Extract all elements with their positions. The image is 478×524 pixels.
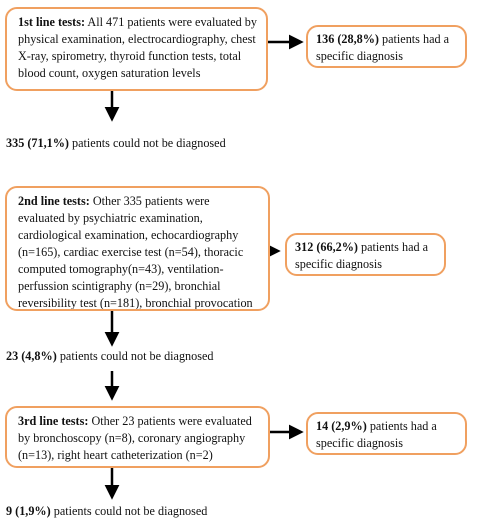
first-line-undiagnosed-value: 335 (71,1%)	[6, 136, 69, 150]
first-line-result-value: 136 (28,8%)	[316, 32, 379, 46]
third-line-title: 3rd line tests:	[18, 414, 89, 428]
third-line-tests-box	[5, 406, 270, 468]
second-line-undiagnosed-text: patients could not be diagnosed	[56, 349, 214, 363]
second-line-title: 2nd line tests:	[18, 194, 90, 208]
second-line-result-text: patients had a specific diagnosis	[295, 240, 429, 271]
third-line-result-box	[306, 412, 467, 455]
second-line-undiagnosed-value: 23 (4,8%)	[6, 349, 57, 363]
third-line-undiagnosed-text: patients could not be diagnosed	[50, 504, 208, 518]
first-line-result-box	[306, 25, 467, 68]
third-line-undiagnosed	[6, 503, 207, 520]
third-line-result-value: 14 (2,9%)	[316, 419, 367, 433]
second-line-result-box	[285, 233, 446, 276]
second-line-result-value: 312 (66,2%)	[295, 240, 358, 254]
first-line-undiagnosed-text: patients could not be diagnosed	[68, 136, 226, 150]
third-line-undiagnosed-value: 9 (1,9%)	[6, 504, 51, 518]
second-line-undiagnosed	[6, 348, 214, 365]
first-line-undiagnosed	[6, 135, 226, 152]
first-line-text: All 471 patients were evaluated by physical examination, electrocardiography, chest X-ray, spirometry, thyroid function tests, total blood count, oxygen saturation levels	[18, 15, 257, 80]
third-line-text: Other 23 patients were evaluated by bronchoscopy (n=8), coronary angiography (n=13), right heart catheterization (n=2)	[18, 414, 252, 462]
first-line-tests-box	[5, 7, 268, 91]
first-line-title: 1st line tests:	[18, 15, 86, 29]
third-line-result-text: patients had a specific diagnosis	[316, 419, 437, 450]
first-line-result-text: patients had a specific diagnosis	[316, 32, 450, 63]
second-line-text: Other 335 patients were evaluated by psychiatric examination, cardiological examination, echocardiography (n=165), cardiac exercise test (n=54), thoracic computed tomography(n=43), ventilation-perfussion scintigraphy (n=29), bronchial reversibility test (n=181), bronchial provocation	[18, 194, 253, 310]
second-line-tests-box	[5, 186, 270, 311]
